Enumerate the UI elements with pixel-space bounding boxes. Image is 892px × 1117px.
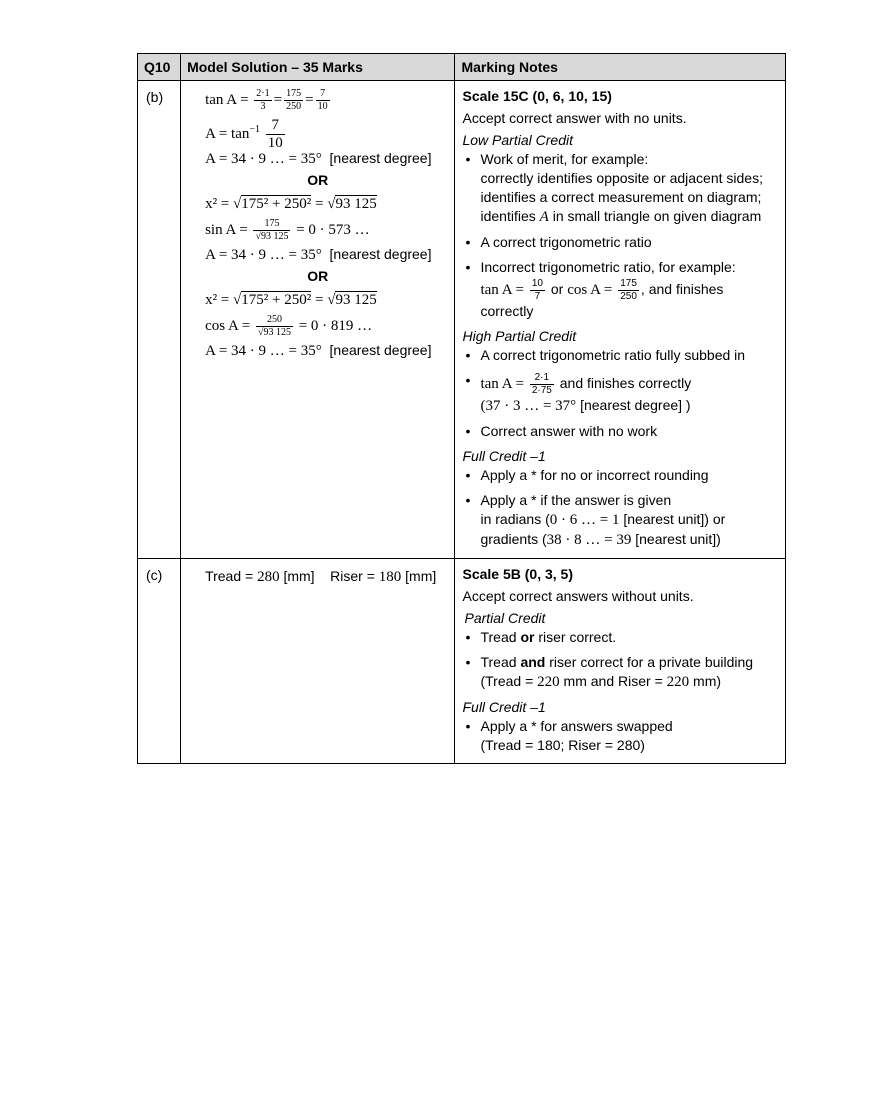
full-credit-title: Full Credit –1 <box>462 699 546 715</box>
header-row <box>138 54 786 81</box>
header-question: Q10 <box>138 54 181 81</box>
part-c-notes <box>455 559 786 764</box>
low-partial-list <box>462 150 781 321</box>
list-item: • A correct trigonometric ratio fully subbed in <box>462 346 781 365</box>
list-item: • Correct answer with no work <box>462 422 781 441</box>
sin-line: sin A = $\frac{175}{√93 125}$ = 0 · 573 … <box>205 218 370 243</box>
scale-heading: Scale 5B (0, 3, 5) <box>462 566 573 582</box>
answer-line: A = 34 · 9 … = 35° [nearest degree] <box>205 246 432 263</box>
marking-scheme-table <box>137 53 786 764</box>
list-item: • Apply a * for no or incorrect rounding <box>462 466 781 485</box>
full-credit-title: Full Credit –1 <box>462 448 546 464</box>
high-partial-title: High Partial Credit <box>462 328 577 344</box>
fraction: $\frac{2\cdot 1}{3}$ <box>256 88 270 113</box>
inverse-tan-line: $A = \tan^{-1}$ $\frac{7}{10}$ <box>205 117 283 152</box>
accept-note: Accept correct answers without units. <box>462 588 694 604</box>
scale-heading: Scale 15C (0, 6, 10, 15) <box>462 88 612 104</box>
tread-riser-line: Tread = 280 [mm] Riser = 180 [mm] <box>205 568 437 585</box>
or-divider: OR <box>307 172 329 188</box>
low-partial-title: Low Partial Credit <box>462 132 573 148</box>
list-item: • Apply a * for answers swapped (Tread = 180; Riser = 280) <box>462 717 781 755</box>
pythagoras-line: x² = √175² + 250² = √93 125 <box>205 196 377 212</box>
or-divider: OR <box>307 268 329 284</box>
part-b-row <box>138 81 786 559</box>
part-b-notes <box>455 81 786 559</box>
fraction: $\frac{175}{250}$ <box>286 88 302 113</box>
fraction: $\frac{250}{√93 125}$ <box>257 314 291 339</box>
fraction: $\frac{7}{10}$ <box>267 117 283 152</box>
list-item: • tan A = $\frac{2\cdot 1}{2\cdot 75}$ and finishes correctly (37 · 3 … = 37° [nearest degree] ) <box>462 371 781 416</box>
pythagoras-line: x² = √175² + 250² = √93 125 <box>205 292 377 308</box>
part-b-solution <box>181 81 455 559</box>
part-b-label: (b) <box>138 81 181 559</box>
full-credit-list <box>462 717 781 755</box>
list-item: • A correct trigonometric ratio <box>462 233 781 252</box>
list-item: • Tread and riser correct for a private building (Tread = 220 mm and Riser = 220 mm) <box>462 653 781 692</box>
fraction: $\frac{175}{250}$ <box>620 277 637 302</box>
full-credit-list <box>462 466 781 550</box>
list-item: • Tread or riser correct. <box>462 628 781 647</box>
fraction: $\frac{10}{7}$ <box>531 277 543 302</box>
partial-credit-list <box>462 628 781 692</box>
high-partial-list <box>462 346 781 441</box>
header-model-solution: Model Solution – 35 Marks <box>181 54 455 81</box>
cos-line: cos A = $\frac{250}{√93 125}$ = 0 · 819 … <box>205 314 373 339</box>
answer-line: A = 34 · 9 … = 35° [nearest degree] <box>205 150 432 167</box>
answer-line: A = 34 · 9 … = 35° [nearest degree] <box>205 342 432 359</box>
header-marking-notes: Marking Notes <box>455 54 786 81</box>
accept-note: Accept correct answer with no units. <box>462 110 687 126</box>
part-c-label: (c) <box>138 559 181 764</box>
partial-credit-title: Partial Credit <box>464 610 546 626</box>
list-item: • Incorrect trigonometric ratio, for example: tan A = $\frac{10}{7}$ or cos A = $\frac{175}{250}$ , and finishes correctly <box>462 258 781 321</box>
list-item: • Work of merit, for example: correctly identifies opposite or adjacent sides; identifies a correct measurement on diagram; identifies A in small triangle on given diagram <box>462 150 781 227</box>
fraction: $\frac{175}{√93 125}$ <box>255 218 289 243</box>
fraction: $\frac{7}{10}$ <box>317 88 328 113</box>
tan-line: tan A = $\frac{2\cdot 1}{3}$ = $\frac{175}{250}$ = $\frac{7}{10}$ <box>205 88 328 113</box>
part-c-solution <box>181 559 455 764</box>
part-c-row <box>138 559 786 764</box>
list-item: • Apply a * if the answer is given in radians (0 · 6 … = 1 [nearest unit]) or gradients (38 · 8 … = 39 [nearest unit]) <box>462 491 781 550</box>
fraction: $\frac{2\cdot 1}{2\cdot 75}$ <box>531 371 552 396</box>
